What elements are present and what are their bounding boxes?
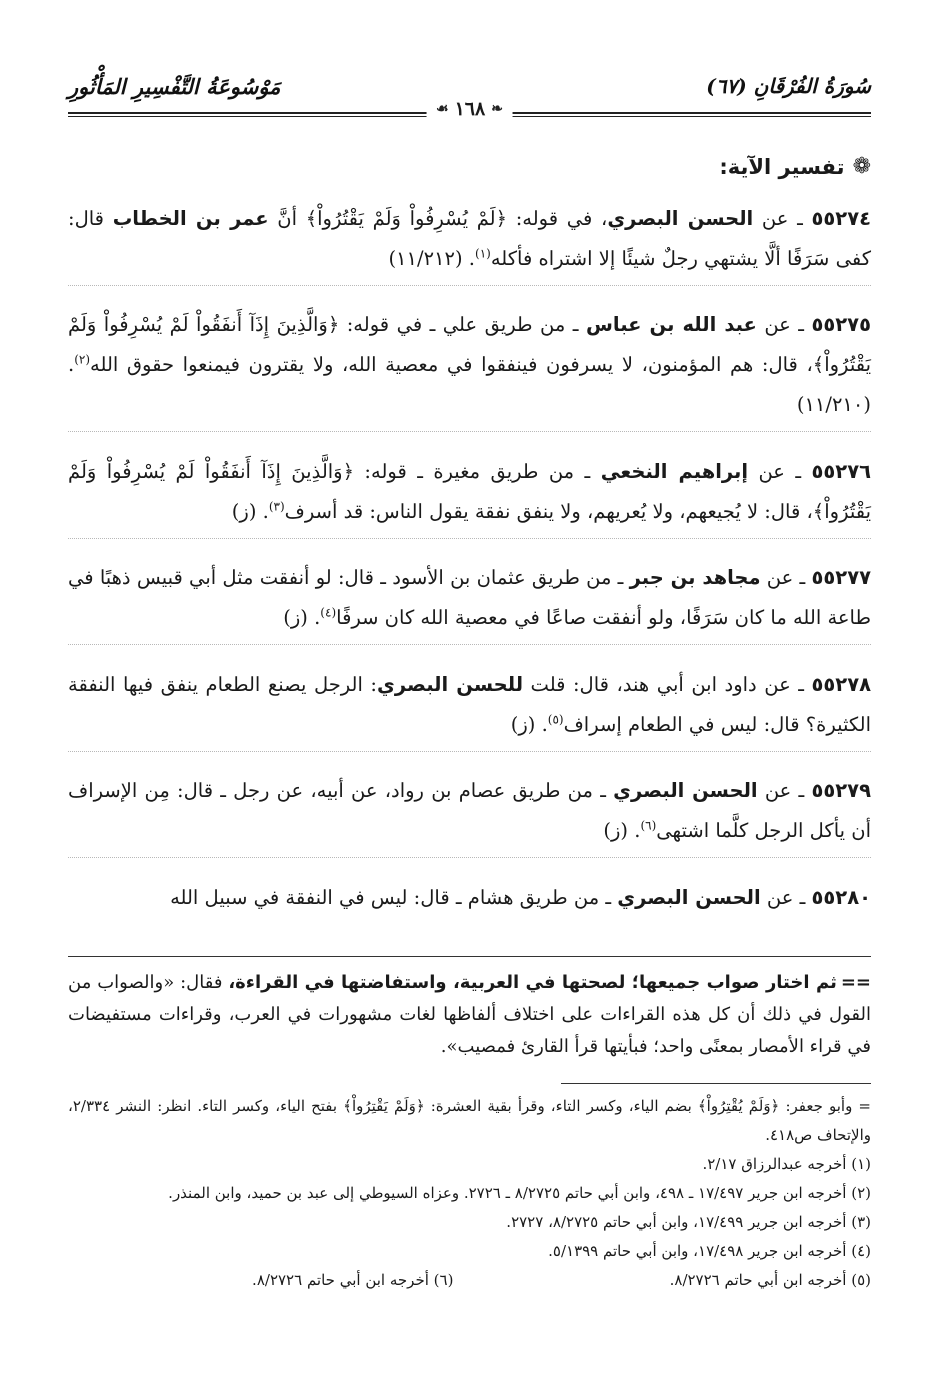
entry-text: ـ عن bbox=[748, 459, 812, 483]
footnote-5: (٥) أخرجه ابن أبي حاتم ٨/٢٧٢٦. bbox=[669, 1270, 871, 1289]
entry-item bbox=[68, 665, 871, 752]
book-page bbox=[68, 60, 871, 1359]
entry-item bbox=[68, 558, 871, 645]
continuation-mark: == bbox=[840, 971, 872, 993]
entry-number: ٥٥٢٧٩ bbox=[811, 779, 871, 802]
entry-number: ٥٥٢٧٤ bbox=[811, 206, 871, 230]
entry-reference: . (ز) bbox=[283, 606, 321, 629]
entry-narrator: عبد الله بن عباس bbox=[585, 313, 757, 336]
entry-text: ـ من طريق هشام ـ قال: ليس في النفقة في سبيل الله bbox=[170, 885, 618, 909]
flower-icon: ❁ bbox=[852, 154, 871, 179]
footnote-3: (٣) أخرجه ابن جرير ١٧/٤٩٩، وابن أبي حاتم ٨/٢٧٢٥، ٢٧٢٧. bbox=[506, 1212, 871, 1231]
footnote-4: (٤) أخرجه ابن جرير ١٧/٤٩٨، وابن أبي حاتم ٥/١٣٩٩. bbox=[548, 1241, 871, 1260]
running-header bbox=[68, 60, 871, 122]
entry-text: ـ عن bbox=[760, 566, 812, 589]
footnote-row bbox=[68, 1266, 871, 1295]
footnote-marker[interactable]: (٥) bbox=[547, 712, 564, 726]
footnote-rule bbox=[561, 1083, 871, 1084]
surah-title: سُورَةُ الفُرْقَانِ (٦٧) bbox=[706, 74, 871, 98]
entry-item bbox=[68, 452, 871, 539]
entry-reference: . (١١/٢١٢) bbox=[388, 246, 476, 270]
entry-number: ٥٥٢٧٨ bbox=[811, 672, 872, 696]
entry-text: ، في قوله: ﴿لَمْ يُسْرِفُواْ وَلَمْ يَقْتُرُواْ﴾ أنَّ bbox=[268, 206, 608, 230]
entry-number: ٥٥٢٧٥ bbox=[811, 313, 871, 336]
entry-number: ٥٥٢٧٦ bbox=[811, 459, 871, 483]
entry-narrator: إبراهيم النخعي bbox=[600, 459, 749, 483]
entry-text: ـ عن bbox=[756, 313, 812, 336]
section-title bbox=[68, 154, 871, 179]
entry-item bbox=[68, 771, 871, 858]
footnote-continued: = وأبو جعفر: ﴿وَلَمْ يُقْتِرُواْ﴾ بضم الياء، وكسر التاء، وقرأ بقية العشرة: ﴿وَلَمْ يَقْتِرُواْ﴾ بفتح الياء، وكسر التاء. انظر: النشر ٢/٣٣٤، والإتحاف ص٤١٨. bbox=[68, 1096, 871, 1144]
entry-reference: . (ز) bbox=[510, 712, 548, 736]
page-number: ١٦٨ bbox=[454, 98, 486, 120]
entry-number: ٥٥٢٨٠ bbox=[811, 885, 871, 909]
entry-text: ـ من طريق مغيرة ـ قوله: ﴿وَالَّذِينَ إِذَآ أَنفَقُواْ لَمْ يُسْرِفُواْ وَلَمْ يَقْتُرُواْ﴾، قال: لا يُجيعهم، ولا يُعريهم، ولا ينفق نفقة يقول الناس: قد أسرف bbox=[68, 459, 871, 523]
footnote-marker[interactable]: (٣) bbox=[268, 499, 285, 513]
entry-reference: . (ز) bbox=[231, 499, 269, 523]
entry-item bbox=[68, 305, 871, 432]
ornament-icon: ❧ bbox=[491, 101, 503, 117]
entry-text: ـ من طريق عثمان بن الأسود ـ قال: لو أنفقت مثل أبي قبيس ذهبًا في طاعة الله ما كان سَرَفًا، ولو أنفقت صاعًا في معصية الله كان سرفًا bbox=[68, 566, 871, 629]
footnote-marker[interactable]: (٢) bbox=[74, 352, 91, 367]
continuation-bold: ثم اختار صواب جميعها؛ لصحتها في العربية، واستفاضتها في القراءة، bbox=[228, 971, 837, 993]
entry-text: ـ من طريق عصام بن رواد، عن أبيه، عن رجل ـ قال: مِن الإسراف أن يأكل الرجل كلَّما اشتهى bbox=[68, 779, 871, 842]
footnote-6: (٦) أخرجه ابن أبي حاتم ٨/٢٧٢٦. bbox=[252, 1270, 454, 1289]
entry-item bbox=[68, 199, 871, 286]
continuation-text: فقال: «والصواب من القول في ذلك أن كل هذه القراءات على اختلاف ألفاظها لغات مشهورات في العرب، وقراءات مستفيضات في قراء الأمصار بمعنًى واحد؛ فبأيتها قرأ القارئ فمصيب». bbox=[68, 971, 871, 1057]
entry-narrator: للحسن البصري bbox=[377, 672, 524, 696]
entry-text: ـ من طريق علي ـ في قوله: ﴿وَالَّذِينَ إِذَآ أَنفَقُواْ لَمْ يُسْرِفُواْ وَلَمْ يَقْتُرُواْ﴾، قال: هم المؤمنون، لا يسرفون فينفقوا في معصية الله، ولا يقترون فيمنعوا حقوق الله bbox=[68, 313, 871, 376]
entry-number: ٥٥٢٧٧ bbox=[811, 566, 872, 589]
page-number-box bbox=[426, 98, 513, 120]
footnotes bbox=[68, 1092, 871, 1295]
entry-narrator: مجاهد بن جبر bbox=[629, 566, 761, 589]
entry-text: ـ عن bbox=[760, 885, 812, 909]
entry-text: ـ عن bbox=[757, 779, 812, 802]
entry-narrator: الحسن البصري bbox=[617, 885, 761, 909]
entry-text: : الرجل يصنع الطعام ينفق فيها النفقة الكثيرة؟ قال: ليس في الطعام إسراف bbox=[68, 672, 871, 736]
entry-reference: . (ز) bbox=[603, 819, 641, 842]
footnote-1: (١) أخرجه عبدالرزاق ٢/١٧. bbox=[702, 1154, 871, 1173]
book-title: مَوْسُوعَةُ التَّفْسِيرِ المَأْثُورِ bbox=[68, 74, 281, 99]
continuation-note bbox=[68, 956, 871, 1063]
entry-reference: . (١١/٢١٠) bbox=[68, 353, 871, 416]
footnote-marker[interactable]: (٦) bbox=[640, 818, 657, 833]
entry-item bbox=[68, 878, 871, 924]
footnote-2: (٢) أخرجه ابن جرير ١٧/٤٩٧ ـ ٤٩٨، وابن أبي حاتم ٨/٢٧٢٥ ـ ٢٧٢٦. وعزاه السيوطي إلى عبد بن حميد، وابن المنذر. bbox=[168, 1183, 871, 1202]
entries-list bbox=[68, 199, 871, 924]
section-title-text: تفسير الآية: bbox=[719, 154, 845, 179]
entry-text: ـ عن داود ابن أبي هند، قال: قلت bbox=[523, 672, 812, 696]
footnote-marker[interactable]: (٤) bbox=[320, 605, 337, 620]
footnote-marker[interactable]: (١) bbox=[475, 246, 491, 260]
entry-narrator: الحسن البصري bbox=[607, 206, 754, 230]
entry-text: قال: كفى سَرَفًا ألَّا يشتهي رجلٌ شيئًا إلا اشتراه فأكله bbox=[68, 206, 871, 270]
entry-narrator: الحسن البصري bbox=[613, 779, 758, 802]
entry-narrator: عمر بن الخطاب bbox=[112, 206, 269, 230]
entry-text: ـ عن bbox=[753, 206, 812, 230]
ornament-icon: ☙ bbox=[436, 101, 449, 117]
